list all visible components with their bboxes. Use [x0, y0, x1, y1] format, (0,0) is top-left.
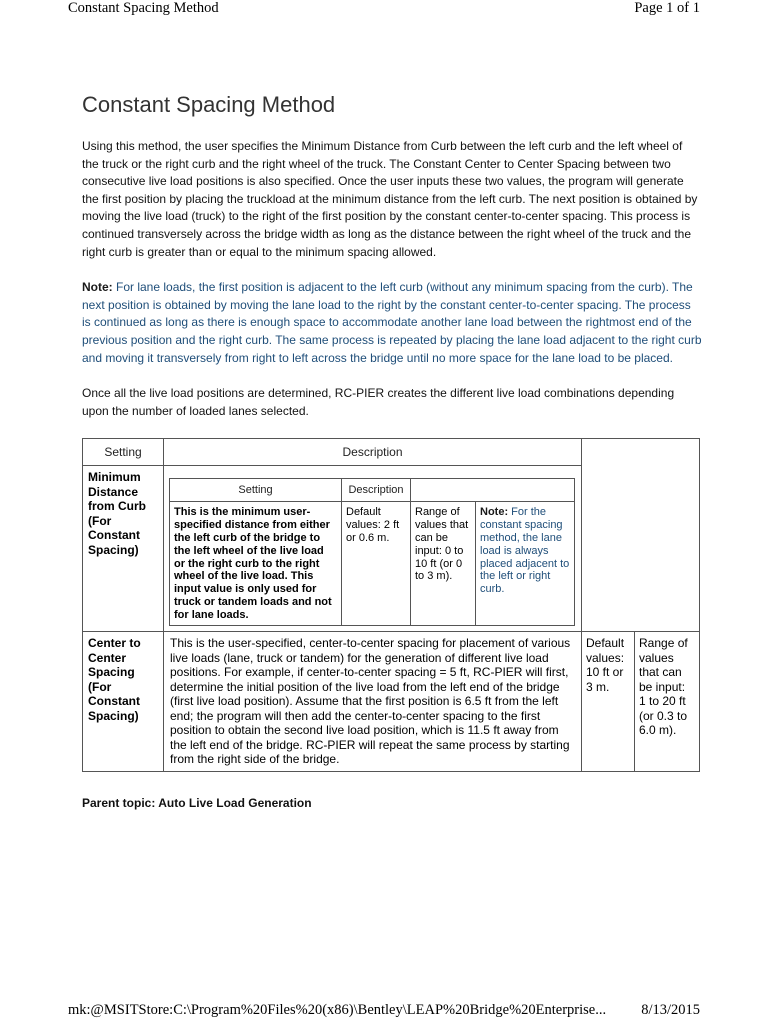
- parent-topic-link[interactable]: Parent topic: Auto Live Load Generation: [82, 795, 312, 810]
- nested-col-empty: [411, 479, 575, 502]
- col-header-setting: Setting: [83, 439, 164, 466]
- nested-table-cell: [164, 466, 582, 632]
- settings-table: [82, 438, 700, 772]
- nested-row: [170, 502, 575, 626]
- table-row: [83, 632, 700, 772]
- intro-paragraph: Using this method, the user specifies the Minimum Distance from Curb between the left curb and the left wheel of the truck or the right curb and the right wheel of the truck. The Constant Center to Center Spacing between two consecutive live load positions is also specified. Once the user inputs these two values, the program will generate the first position by placing the truckload at the minimum distance from the left curb. The next position is obtained by moving the live load (truck) to the right of the first position by the constant center-to-center spacing. This process is continued transversely across the bridge width as long as the distance between the right wheel of the truck and the right curb is greater than or equal to the minimum spacing allowed.: [82, 139, 698, 259]
- nested-col-setting: Setting: [170, 479, 342, 502]
- note-paragraph: [82, 279, 702, 367]
- row-setting-center-spacing: Center to Center Spacing (For Constant Spacing): [83, 632, 164, 772]
- min-distance-description: This is the minimum user-specified distance from either the left curb of the bridge to the left wheel of the live load or the right curb to the right wheel of the live load. This input value is only used for truck or tandem loads and not for lane loads.: [170, 502, 342, 626]
- note-label: Note:: [82, 280, 113, 295]
- page-title: Constant Spacing Method: [82, 92, 336, 117]
- header-title: Constant Spacing Method: [68, 0, 219, 16]
- document-body: [82, 92, 702, 810]
- combination-paragraph: Once all the live load positions are determined, RC-PIER creates the different live load combinations depending upon the number of loaded lanes selected.: [82, 386, 675, 418]
- nested-table: [169, 478, 575, 626]
- center-spacing-range: Range of values that can be input: 1 to 20 ft (or 0.3 to 6.0 m).: [635, 632, 700, 772]
- col-header-description: Description: [164, 439, 582, 466]
- table-header-row: [83, 439, 700, 466]
- header-page-number: Page 1 of 1: [634, 0, 700, 16]
- row-setting-min-distance: Minimum Distance from Curb (For Constant Spacing): [83, 466, 164, 632]
- print-header: [68, 0, 700, 22]
- footer-path: mk:@MSITStore:C:\Program%20Files%20(x86)\Bentley\LEAP%20Bridge%20Enterprise...: [68, 1002, 607, 1018]
- center-spacing-description: This is the user-specified, center-to-center spacing for placement of various live loads (lane, truck or tandem) for the generation of different live load positions. For example, if center-to-center spacing = 5 ft, RC-PIER will first, determine the initial position of the live load from the left end of the bridge (first live load position). Assume that the first position is 6.5 ft from the left end; the program will then add the center-to-center spacing to the first position to obtain the second live load position, which is 11.5 ft away from the left end of the bridge. RC-PIER will repeat the same process by starting from the right side of the bridge.: [164, 632, 582, 772]
- nested-note-text: For the constant spacing method, the lane load is always placed adjacent to the left or right curb.: [480, 506, 570, 596]
- empty-cell: [582, 439, 700, 632]
- nested-col-description: Description: [342, 479, 411, 502]
- min-distance-range: Range of values that can be input: 0 to 10 ft (or 0 to 3 m).: [411, 502, 476, 626]
- print-footer: [68, 1002, 700, 1022]
- footer-date: 8/13/2015: [641, 1002, 700, 1018]
- min-distance-note: [476, 502, 575, 626]
- nested-note-label: Note:: [480, 506, 509, 519]
- center-spacing-default: Default values: 10 ft or 3 m.: [582, 632, 635, 772]
- min-distance-default: Default values: 2 ft or 0.6 m.: [342, 502, 411, 626]
- nested-header-row: [170, 479, 575, 502]
- note-text: For lane loads, the first position is adjacent to the left curb (without any minimum spacing from the curb). The next position is obtained by moving the lane load to the right by the constant center-to-center spacing. The process is continued as long as there is enough space to accommodate another lane load between the rightmost end of the previous position and the right curb. The same process is repeated by placing the lane load adjacent to the right curb and moving it transversely from right to left across the bridge until no more space for the lane load to be placed.: [82, 280, 702, 365]
